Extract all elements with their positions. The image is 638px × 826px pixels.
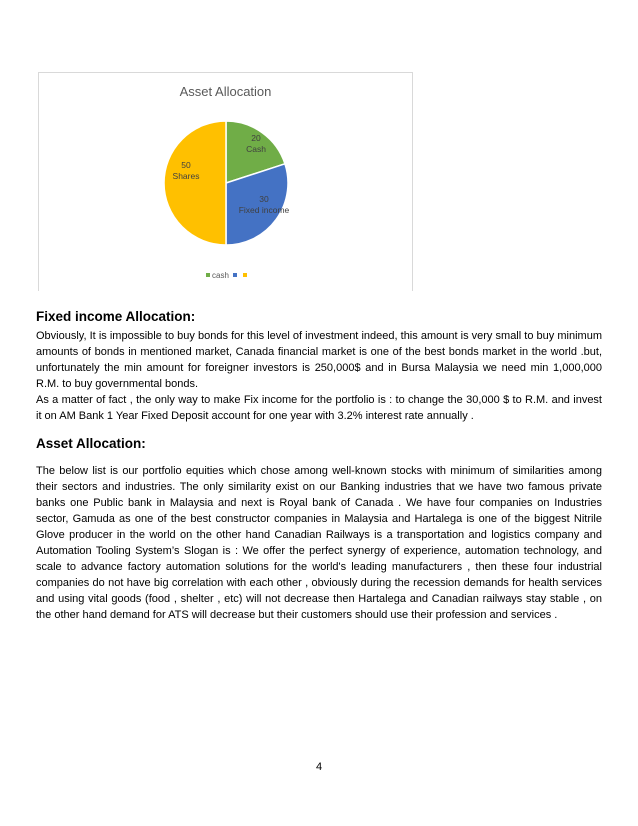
asset-allocation-chart [38,72,413,291]
legend-swatch [233,273,237,277]
fixed-income-heading: Fixed income Allocation: [36,309,196,324]
page-number: 4 [315,761,323,773]
legend-swatch [206,273,210,277]
pie-label-cash: 20 Cash [246,133,266,154]
pie-chart [39,73,412,291]
chart-title: Asset Allocation [179,84,272,99]
pie-label-shares: 50 Shares [172,160,200,181]
chart-legend [39,271,412,280]
legend-item [202,271,229,280]
legend-swatch [243,273,247,277]
legend-item [239,271,249,280]
legend-item [229,271,239,280]
fixed-income-paragraph-2: As a matter of fact , the only way to make Fix income for the portfolio is : to change the 30,000 $ to R.M. and invest it on AM Bank 1 Year Fixed Deposit account for one year with 3.2% interest rate annually . [36,394,602,422]
document-body [36,309,602,623]
asset-allocation-paragraph: The below list is our portfolio equities which chose among well-known stocks with minimum of similarities among their sectors and industries. The only similarity exist on our Banking industries that we have two famous private banks one Public bank in Malaysia and next is Royal bank of Canada . We have four companies on Industries sector, Gamuda as one of the best constructor companies in Malaysia and Hartalega is one of the biggest Nitrile Glove producer in the world on the other hand Canadian Railways is a transportation and logistics company and Automation Tooling System’s Slogan is : We offer the perfect synergy of experience, automation technology, and scale to advance factory automation solutions for the world's leading manufacturers , then these four industrial companies do not have big correlation with each other , obviously during the recession demands for health services and using vital goods (food , shelter , etc) will not decrease then Hartalega and Canadian railways stay stable , on the other hand demand for ATS will decrease but their customers should use their profession and services . [36,465,602,621]
pie-slice-shares [164,121,226,245]
pie-label-fixed-income: 30 Fixed income [238,194,290,215]
asset-allocation-heading: Asset Allocation: [36,436,146,451]
legend-label: cash [212,271,229,280]
fixed-income-paragraph-1: Obviously, It is impossible to buy bonds for this level of investment indeed, this amount is very small to buy minimum amounts of bonds in mentioned market, Canada financial market is one of the best bonds market in the world .but, unfortunately the min amount for foreigner investors is 250,000$ and in Bursa Malaysia we need min 1,000,000 R.M. to buy governmental bonds. [36,330,602,390]
